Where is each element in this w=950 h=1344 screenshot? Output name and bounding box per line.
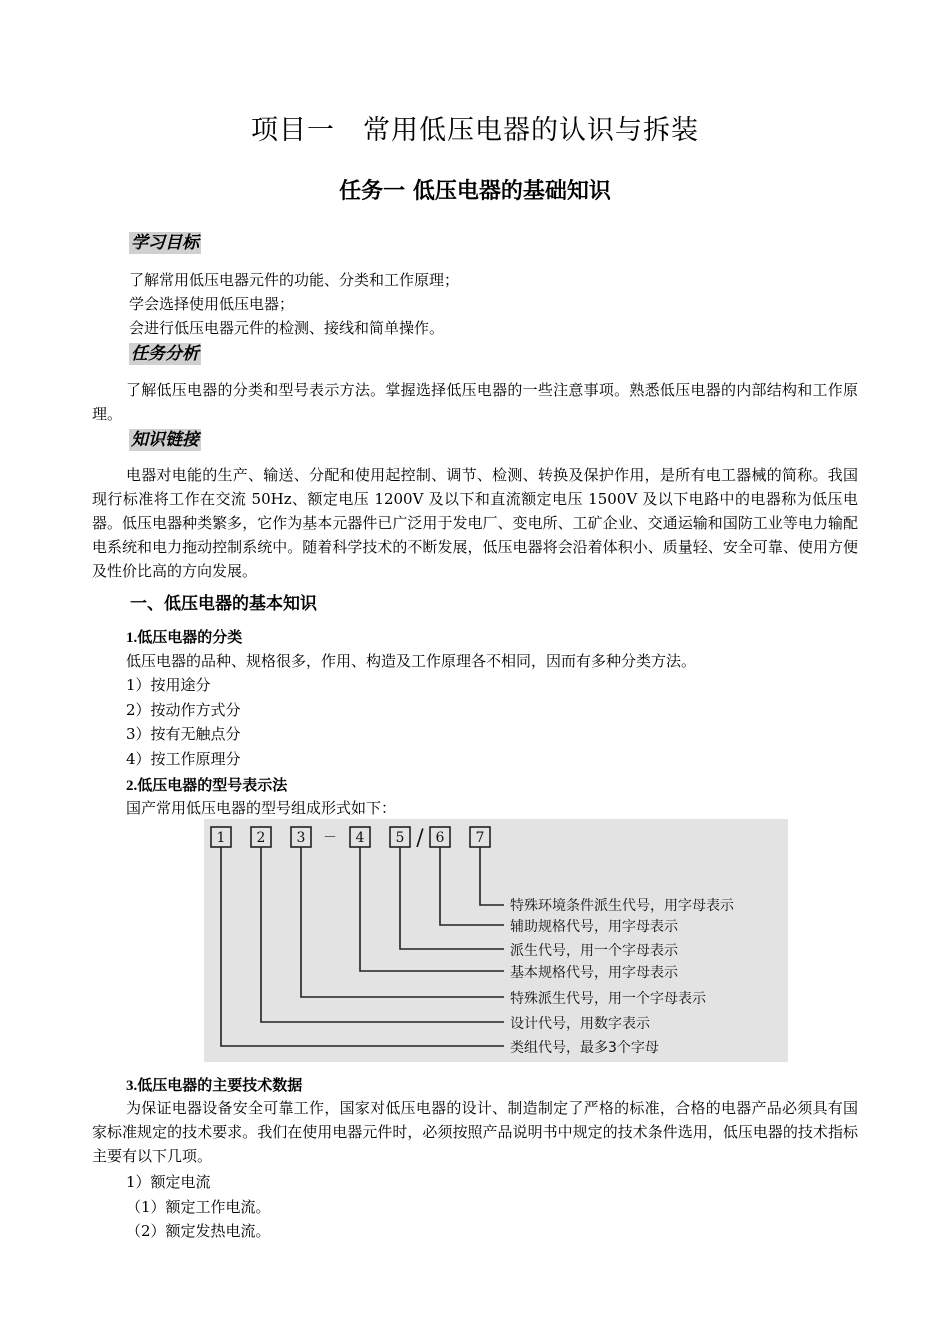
model-heading: 2.低压电器的型号表示法 — [126, 778, 288, 794]
code-box-label: 4 — [355, 830, 365, 846]
code-box-label: 7 — [475, 830, 485, 846]
tech-data-item: （2）额定发热电流。 — [126, 1222, 271, 1240]
code-label-2: 设计代号，用数字表示 — [510, 1016, 650, 1032]
code-label-6: 辅助规格代号，用字母表示 — [510, 919, 678, 935]
model-intro: 国产常用低压电器的型号组成形式如下： — [126, 799, 397, 817]
code-box-label: 2 — [256, 830, 266, 846]
goal-item: 会进行低压电器元件的检测、接线和简单操作。 — [129, 319, 445, 337]
task-analysis-text: 了解低压电器的分类和型号表示方法。掌握选择低压电器的一些注意事项。熟悉低压电器的内部结构和工作原理。 — [92, 381, 858, 423]
tech-data-text: 为保证电器设备安全可靠工作，国家对低压电器的设计、制造制定了严格的标准，合格的电器产品必须具有国家标准规定的技术要求。我们在使用电器元件时，必须按照产品说明书中规定的技术条件选用，低压电器的技术指标主要有以下几项。 — [92, 1099, 858, 1165]
tech-data-item: 1）额定电流 — [126, 1173, 211, 1191]
code-box-label: 1 — [216, 830, 226, 846]
code-box-label: 3 — [296, 830, 306, 846]
section1-heading: 一、低压电器的基本知识 — [130, 594, 317, 614]
task-title: 任务一 低压电器的基础知识 — [339, 179, 611, 204]
classification-heading: 1.低压电器的分类 — [126, 630, 243, 646]
code-label-7: 特殊环境条件派生代号，用字母表示 — [510, 898, 734, 914]
classification-item: 2）按动作方式分 — [126, 701, 241, 719]
model-code-diagram — [204, 819, 788, 1062]
goal-item: 了解常用低压电器元件的功能、分类和工作原理； — [129, 271, 460, 289]
slash-symbol: / — [416, 826, 424, 851]
knowledge-link-text: 电器对电能的生产、输送、分配和使用起控制、调节、检测、转换及保护作用，是所有电工器械的简称。我国现行标准将工作在交流 50Hz、额定电压 1200V 及以下和直流额定电压 1500V 及以下电路中的电器称为低压电器。低压电器种类繁多，它作为基本元器件已广泛用于发电厂、变电所、工矿企业、交通运输和国防工业等电力输配电系统和电力拖动控制系统中。随着科学技术的不断发展，低压电器将会沿着体积小、质量轻、安全可靠、使用方便及性价比高的方向发展。 — [92, 466, 858, 580]
code-label-3: 特殊派生代号，用一个字母表示 — [510, 991, 706, 1007]
classification-item: 4）按工作原理分 — [126, 750, 241, 768]
tech-data-item: （1）额定工作电流。 — [126, 1198, 271, 1216]
task-analysis-heading: 任务分析 — [131, 344, 199, 364]
code-box-label: 6 — [435, 830, 445, 846]
code-label-5: 派生代号，用一个字母表示 — [510, 943, 678, 959]
code-box-label: 5 — [395, 830, 405, 846]
tech-data-heading: 3.低压电器的主要技术数据 — [126, 1078, 303, 1094]
code-label-1: 类组代号，最多3个字母 — [510, 1040, 659, 1056]
knowledge-link-heading: 知识链接 — [131, 430, 199, 450]
classification-intro: 低压电器的品种、规格很多，作用、构造及工作原理各不相同，因而有多种分类方法。 — [126, 652, 697, 670]
classification-item: 1）按用途分 — [126, 676, 211, 694]
project-title: 项目一 常用低压电器的认识与拆装 — [251, 115, 699, 146]
code-label-4: 基本规格代号，用字母表示 — [510, 965, 678, 981]
learning-goals-heading: 学习目标 — [131, 233, 199, 253]
classification-item: 3）按有无触点分 — [126, 725, 241, 743]
dash-symbol: － — [323, 830, 337, 846]
goal-item: 学会选择使用低压电器； — [129, 295, 295, 313]
